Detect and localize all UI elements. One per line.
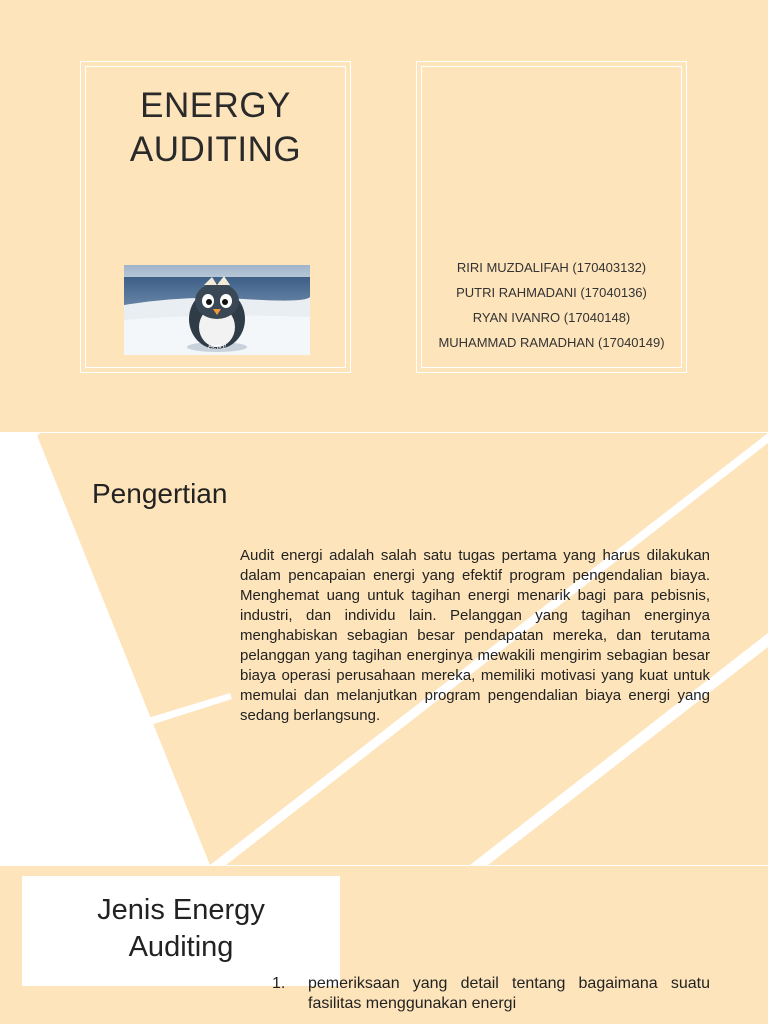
types-heading-line-1: Jenis Energy [97,894,265,926]
penguin-image [124,265,310,355]
definition-heading: Pengertian [92,478,228,509]
member-name: RYAN IVANRO (17040148) [472,310,631,325]
member-list [416,255,687,355]
definition-paragraph: Audit energi adalah salah satu tugas pertama yang harus dilakukan dalam pencapaian energi yang efektif program pengendalian biaya. Menghemat uang untuk tagihan energi menarik bagi para pebisnis, industri, dan individu lain. Pelanggan yang tagihan energinya menghabiskan sebagian besar pendapatan mereka, dan terutama pelanggan yang tagihan energinya mewakili mengirim sebagian besar biaya operasi perusahaan mereka, memiliki motivasi yang kuat untuk memulai dan melanjutkan program pengendalian biaya energi yang sedang berlangsung. [240,547,710,724]
member-name: MUHAMMAD RAMADHAN (17040149) [438,335,665,350]
types-heading [22,892,340,966]
types-heading-line-2: Auditing [128,931,234,963]
title-line-2: AUDITING [129,130,302,169]
title-slide [0,0,768,432]
member-name: PUTRI RAHMADANI (17040136) [456,285,647,300]
list-number: 1. [272,975,286,992]
title-line-1: ENERGY [140,86,291,125]
list-text: pemeriksaan yang detail tentang bagaimana suatu fasilitas menggunakan energi [308,975,710,1012]
slide-title [80,84,351,172]
member-name: RIRI MUZDALIFAH (170403132) [456,260,647,275]
image-caption: Hello! [208,344,226,351]
